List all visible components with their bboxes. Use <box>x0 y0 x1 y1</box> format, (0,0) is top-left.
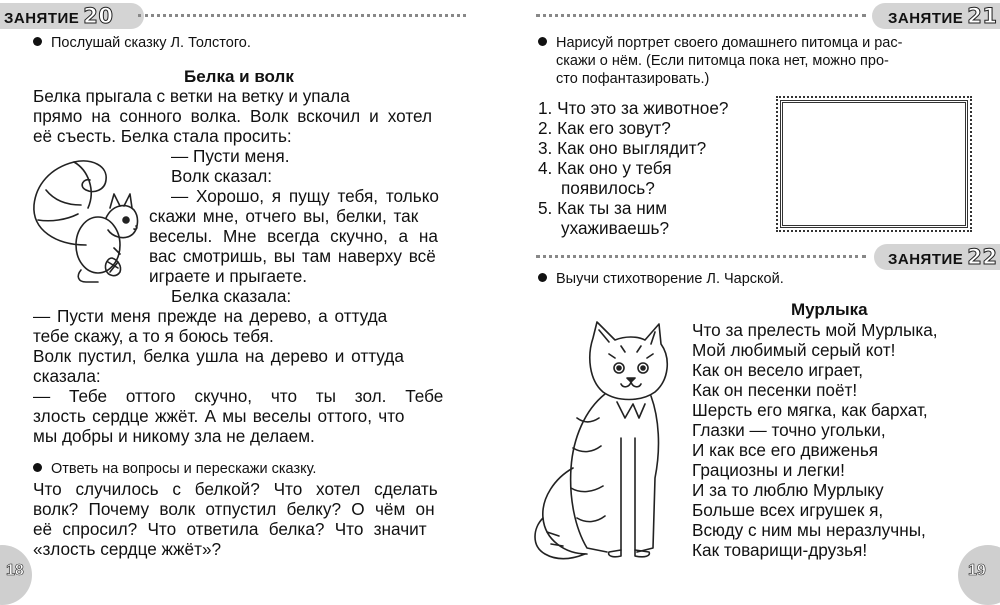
story-line: тебе скажу, а то я боюсь тебя. <box>33 326 274 346</box>
dotted-divider <box>536 255 866 258</box>
question-item: 3. Как оно выглядит? <box>538 138 707 158</box>
instruction: Нарисуй портрет своего домашнего питомца и рас- <box>538 33 902 53</box>
instruction-line: скажи о нём. (Если питомца пока нет, можно про- <box>556 53 889 69</box>
story-line: — Хорошо, я пущу тебя, только <box>171 186 439 206</box>
story-line: злость сердце жжёт. А мы веселы оттого, что <box>33 406 405 426</box>
poem-line: Больше всех игрушек я, <box>692 500 884 520</box>
question-item: ухаживаешь? <box>561 218 670 238</box>
question-item: 1. Что это за животное? <box>538 98 729 118</box>
page-number: 18 <box>6 562 24 579</box>
poem-line: Что за прелесть мой Мурлыка, <box>692 320 938 340</box>
question-line: Что случилось с белкой? Что хотел сделать <box>33 479 438 499</box>
lesson-badge-22 <box>874 244 1000 270</box>
story-line: сказала: <box>33 366 101 386</box>
question-item: появилось? <box>561 178 655 198</box>
story-line: Белка прыгала с ветки на ветку и упала <box>33 86 350 106</box>
story-title: Белка и волк <box>184 67 294 86</box>
poem-line: Как товарищи-друзья! <box>692 540 868 560</box>
lesson-label: ЗАНЯТИЕ <box>888 10 964 27</box>
story-line: Волк сказал: <box>171 166 273 186</box>
poem-line: Глазки — точно угольки, <box>692 420 886 440</box>
lesson-label: ЗАНЯТИЕ <box>888 251 964 268</box>
story-line: играете и прыгаете. <box>149 266 308 286</box>
story-line: прямо на сонного волка. Волк вскочил и хотел <box>33 106 433 126</box>
instruction: Послушай сказку Л. Толстого. <box>33 33 251 53</box>
bullet-icon <box>33 37 42 46</box>
lesson-number: 20 <box>83 4 114 28</box>
cat-icon <box>525 318 675 570</box>
lesson-number: 22 <box>967 245 998 269</box>
poem-line: Мой любимый серый кот! <box>692 340 896 360</box>
poem-line: И за то люблю Мурлыку <box>692 480 884 500</box>
question-line: её спросил? Что ответила белка? Что значит <box>33 519 427 539</box>
dotted-divider <box>138 14 466 17</box>
story-line: вас смотришь, вы там наверху всё <box>149 246 436 266</box>
question-item: 4. Как оно у тебя <box>538 158 672 178</box>
lesson-number: 21 <box>967 4 998 28</box>
drawing-frame[interactable] <box>780 100 968 228</box>
story-line: — Тебе оттого скучно, что ты зол. Тебе <box>33 386 444 406</box>
bullet-icon <box>33 463 42 472</box>
poem-line: Грациозны и легки! <box>692 460 845 480</box>
poem-line: Как он песенки поёт! <box>692 380 858 400</box>
bullet-icon <box>538 37 547 46</box>
story-line: мы добры и никому зла не делаем. <box>33 426 315 446</box>
story-line: Волк пустил, белка ушла на дерево и оттуда <box>33 346 404 366</box>
task: Ответь на вопросы и перескажи сказку. <box>33 459 316 479</box>
question-item: 2. Как его зовут? <box>538 118 671 138</box>
question-line: волк? Почему волк отпустил белку? О чём он <box>33 499 435 519</box>
question-line: «злость сердце жжёт»? <box>33 539 222 559</box>
lesson-badge-21 <box>872 3 1000 29</box>
story-line: — Пусти меня. <box>171 146 290 166</box>
story-line: её съесть. Белка стала просить: <box>33 126 292 146</box>
story-line: веселы. Мне всегда скучно, а на <box>149 226 438 246</box>
page-number: 19 <box>968 562 986 579</box>
story-line: скажи мне, отчего вы, белки, так <box>149 206 419 226</box>
poem-line: Шерсть его мягка, как бархат, <box>692 400 928 420</box>
question-item: 5. Как ты за ним <box>538 198 668 218</box>
story-line: — Пусти меня прежде на дерево, а оттуда <box>33 306 388 326</box>
story-line: Белка сказала: <box>171 286 292 306</box>
bullet-icon <box>538 273 547 282</box>
lesson-label: ЗАНЯТИЕ <box>4 10 80 27</box>
poem-line: Как он весело играет, <box>692 360 864 380</box>
poem-line: И как все его движенья <box>692 440 879 460</box>
poem-title: Мурлыка <box>791 300 868 319</box>
lesson-badge-20 <box>0 3 144 29</box>
dotted-divider <box>536 14 866 17</box>
instruction-line: сто пофантазировать.) <box>556 71 710 87</box>
poem-line: Всюду с ним мы неразлучны, <box>692 520 926 540</box>
instruction: Выучи стихотворение Л. Чарской. <box>538 269 784 289</box>
squirrel-icon <box>26 150 146 290</box>
